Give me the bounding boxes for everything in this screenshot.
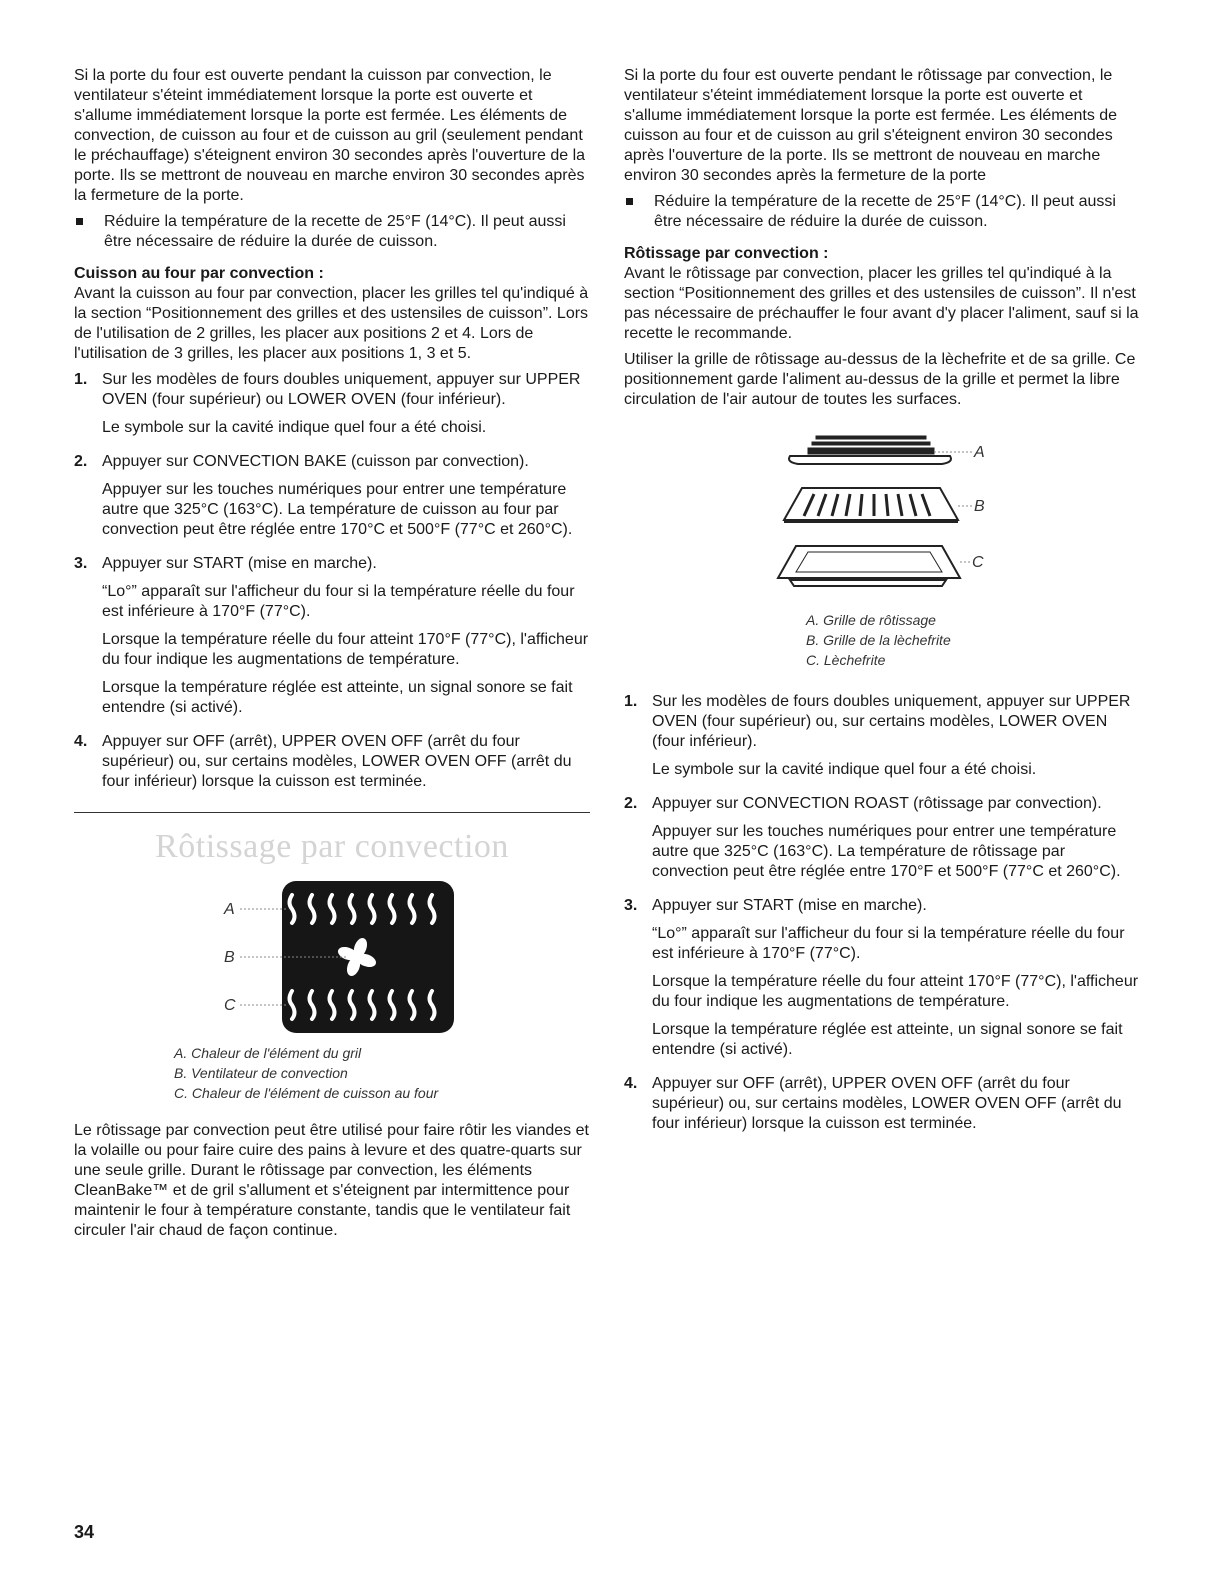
step-number: 3. [624,897,638,914]
step-text: Appuyer sur OFF (arrêt), UPPER OVEN OFF (arrêt du four supérieur) ou, sur certains modèles, LOWER OVEN OFF (arrêt du four inférieur) lorsque la cuisson est terminée. [652,1075,1122,1132]
paragraph: Avant la cuisson au four par convection, placer les grilles tel qu'indiqué à la section “Positionnement des grilles et des ustensiles de cuisson”. Lors de l'utilisation de 2 grilles, les placer aux positions 2 et 4. Lors de l'utilisation de 3 grilles, les placer aux positions 1, 3 et 5. [74,285,589,362]
paragraph: Utiliser la grille de rôtissage au-dessus de la lèchefrite et de sa grille. Ce positionnement garde l'aliment au-dessus de la grille et permet la libre circulation de l'air autour de toutes les surfaces. [624,351,1136,408]
step-text: Appuyer sur OFF (arrêt), UPPER OVEN OFF (arrêt du four supérieur) ou, sur certains modèles, LOWER OVEN OFF (arrêt du four inférieur) lorsque la cuisson est terminée. [102,733,572,790]
paragraph: Si la porte du four est ouverte pendant la cuisson par convection, le ventilateur s'éteint immédiatement lorsque la porte est ouverte et s'allume immédiatement lorsque la porte est fermée. Les éléments de convection, de cuisson au four et de cuisson au gril (seulement pendant le préchauffage) s'éteignent environ 30 secondes après l'ouverture de la porte. Ils se mettront de nouveau en marche environ 30 secondes après la fermeture de la porte. [74,67,586,204]
caption-line: B. Ventilateur de convection [174,1065,348,1081]
page-number: 34 [74,1522,95,1542]
convection-roast-display-figure [74,873,590,1035]
step [74,732,590,800]
figure-label: B [224,949,235,966]
broiler-pan-icon [778,546,960,586]
step-text: Appuyer sur START (mise en marche). [652,897,927,914]
step [74,554,590,726]
section-heading: Rôtissage par convection : [624,245,829,262]
step [624,794,1142,890]
figure-label: A [974,444,985,461]
left-column [74,66,590,1247]
caption-line: A. Chaleur de l'élément du gril [174,1045,362,1061]
step-subtext: Lorsque la température réelle du four atteint 170°F (77°C), l'afficheur du four indique les augmentations de température. [652,973,1139,1010]
step [74,452,590,548]
step [74,370,590,446]
figure-label: C [224,997,236,1014]
figure-label: A [224,901,235,918]
bullet-item: Réduire la température de la recette de 25°F (14°C). Il peut aussi être nécessaire de réduire la durée de cuisson. [624,192,1142,232]
paragraph: Le rôtissage par convection peut être utilisé pour faire rôtir les viandes et la volaille ou pour faire cuire des pains à levure et des quatre-quarts sur une seule grille. Durant le rôtissage par convection, les éléments CleanBake™ et de gril s'allument et s'éteignent par intermittence pour maintenir le four à température constante, tandis que le ventilateur fait circuler l'air chaud de façon continue. [74,1122,589,1239]
figure-caption [174,1043,590,1103]
section-title: Rôtissage par convection [155,828,509,865]
figure-label: C [972,554,984,571]
step-text: Sur les modèles de fours doubles uniquement, appuyer sur UPPER OVEN (four supérieur) ou LOWER OVEN (four inférieur). [102,371,581,408]
step [624,896,1142,1068]
step-number: 4. [624,1075,638,1092]
step [624,1074,1142,1142]
roasting-rack-icon [789,436,951,464]
steps-list [74,370,590,800]
steps-list [624,692,1142,1142]
step-number: 2. [624,795,638,812]
step-number: 4. [74,733,88,750]
step-number: 1. [74,371,88,388]
paragraph: Avant le rôtissage par convection, placer les grilles tel qu'indiqué à la section “Positionnement des grilles et des ustensiles de cuisson”. Il n'est pas nécessaire de préchauffer le four avant d'y placer l'aliment, sauf si la recette le recommande. [624,265,1139,342]
caption-line: C. Chaleur de l'élément de cuisson au four [174,1085,439,1101]
step-text: Sur les modèles de fours doubles uniquement, appuyer sur UPPER OVEN (four supérieur) ou, sur certains modèles, LOWER OVEN (four inférieur). [652,693,1131,750]
figure-caption [806,610,1142,670]
step-subtext: “Lo°” apparaît sur l'afficheur du four si la température réelle du four est inférieure à 170°F (77°C). [102,583,575,620]
step-subtext: Appuyer sur les touches numériques pour entrer une température autre que 325°C (163°C). La température de cuisson au four par convection peut être réglée entre 170°C et 500°F (77°C et 260°C). [102,481,573,538]
step-text: Appuyer sur CONVECTION ROAST (rôtissage par convection). [652,795,1102,812]
caption-line: B. Grille de la lèchefrite [806,632,951,648]
step-subtext: Le symbole sur la cavité indique quel four a été choisi. [102,419,487,436]
step-text: Appuyer sur CONVECTION BAKE (cuisson par convection). [102,453,529,470]
section-heading: Cuisson au four par convection : [74,265,324,282]
paragraph: Si la porte du four est ouverte pendant le rôtissage par convection, le ventilateur s'éteint immédiatement lorsque la porte est ouverte et s'allume immédiatement lorsque la porte est fermée. Les éléments de cuisson au four et de cuisson au gril s'éteignent environ 30 secondes après l'ouverture de la porte. Ils se mettront de nouveau en marche environ 30 secondes après la fermeture de la porte [624,67,1118,184]
caption-line: C. Lèchefrite [806,652,886,668]
step-subtext: Lorsque la température réglée est atteinte, un signal sonore se fait entendre (si activé). [102,679,573,716]
caption-line: A. Grille de rôtissage [806,612,936,628]
step-subtext: Lorsque la température réelle du four atteint 170°F (77°C), l'afficheur du four indique les augmentations de température. [102,631,589,668]
step-text: Appuyer sur START (mise en marche). [102,555,377,572]
bullet-item: Réduire la température de la recette de 25°F (14°C). Il peut aussi être nécessaire de réduire la durée de cuisson. [74,212,590,252]
step-number: 3. [74,555,88,572]
broiler-grid-icon [784,488,958,522]
step-number: 1. [624,693,638,710]
step-subtext: Appuyer sur les touches numériques pour entrer une température autre que 325°C (163°C). La température de rôtissage par convection peut être réglée entre 170°F et 500°F (77°C et 260°C). [652,823,1121,880]
divider [74,812,590,813]
step-subtext: Lorsque la température réglée est atteinte, un signal sonore se fait entendre (si activé). [652,1021,1123,1058]
step-subtext: Le symbole sur la cavité indique quel four a été choisi. [652,761,1037,778]
roasting-pan-figure [624,430,1142,610]
figure-label: B [974,498,985,515]
step [624,692,1142,788]
step-subtext: “Lo°” apparaît sur l'afficheur du four si la température réelle du four est inférieure à 170°F (77°C). [652,925,1125,962]
right-column [624,66,1142,1148]
step-number: 2. [74,453,88,470]
